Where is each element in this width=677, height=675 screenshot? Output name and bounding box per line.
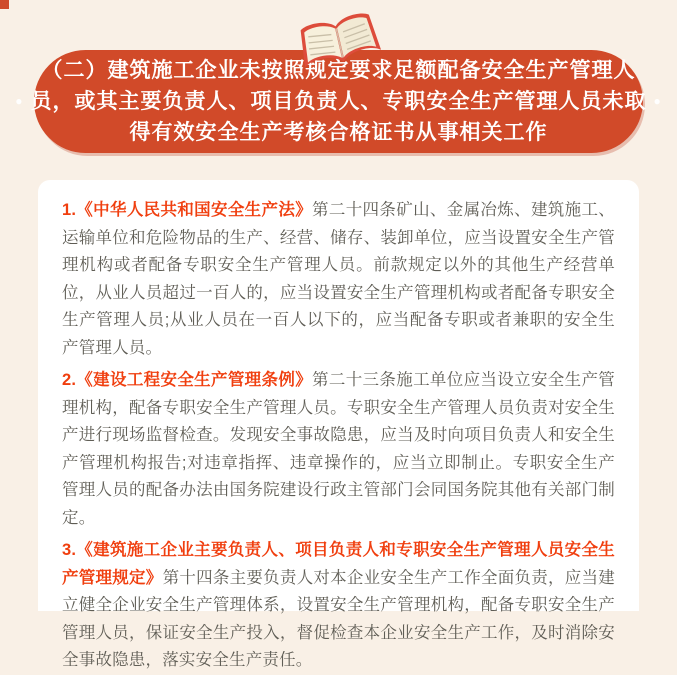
header-line-3 xyxy=(130,117,548,148)
law-paragraph-1 xyxy=(62,197,615,362)
law-text-1: 第二十四条矿山、金属冶炼、建筑施工、运输单位和危险物品的生产、经营、储存、装卸单位，应当设置安全生产管理机构或者配备专职安全生产管理人员。前款规定以外的其他生产经营单位，从业人员超过一百人的，应当设置安全生产管理机构或者配备专职安全生产管理人员;从业人员在一百人以下的，应当配备专职或者兼职的安全生产管理人员。 xyxy=(62,201,615,357)
law-title-2: 2.《建设工程安全生产管理条例》 xyxy=(62,371,313,389)
header-line-3-text: 得有效安全生产考核合格证书从事相关工作 xyxy=(129,121,548,144)
header-line-2 xyxy=(15,86,662,117)
law-text-2: 第二十三条施工单位应当设立安全生产管理机构，配备专职安全生产管理人员。专职安全生产管理人员负责对安全生产进行现场监督检查。发现安全事故隐患，应当及时向项目负责人和安全生产管理机构报告;对违章指挥、违章操作的，应当立即制止。专职安全生产管理人员的配备办法由国务院建设行政主管部门会同国务院其他有关部门制定。 xyxy=(62,371,615,527)
content-card xyxy=(38,180,639,669)
header-line-2-text: 员，或其主要负责人、项目负责人、专职安全生产管理人员未取 xyxy=(30,90,647,113)
law-paragraph-3 xyxy=(62,537,615,675)
law-title-3: 3.《建筑施工企业主要负责人、项目负责人和专职安全生产管理人员安全生产管理规定》 xyxy=(62,541,615,587)
header-line-1-text: （二）建筑施工企业未按照规定要求足额配备安全生产管理人 xyxy=(41,59,636,82)
bullet-dot-right: ● xyxy=(653,94,662,108)
open-book-icon xyxy=(297,11,381,69)
law-title-1: 1.《中华人民共和国安全生产法》 xyxy=(62,201,313,219)
law-paragraph-2 xyxy=(62,367,615,532)
corner-mark xyxy=(0,0,9,9)
bullet-dot-left: ● xyxy=(15,94,24,108)
law-text-3: 第十四条主要负责人对本企业安全生产工作全面负责，应当建立健全企业安全生产管理体系，设置安全生产管理机构，配备专职安全生产管理人员，保证安全生产投入，督促检查本企业安全生产工作，及时消除安全事故隐患，落实安全生产责任。 xyxy=(62,568,615,669)
